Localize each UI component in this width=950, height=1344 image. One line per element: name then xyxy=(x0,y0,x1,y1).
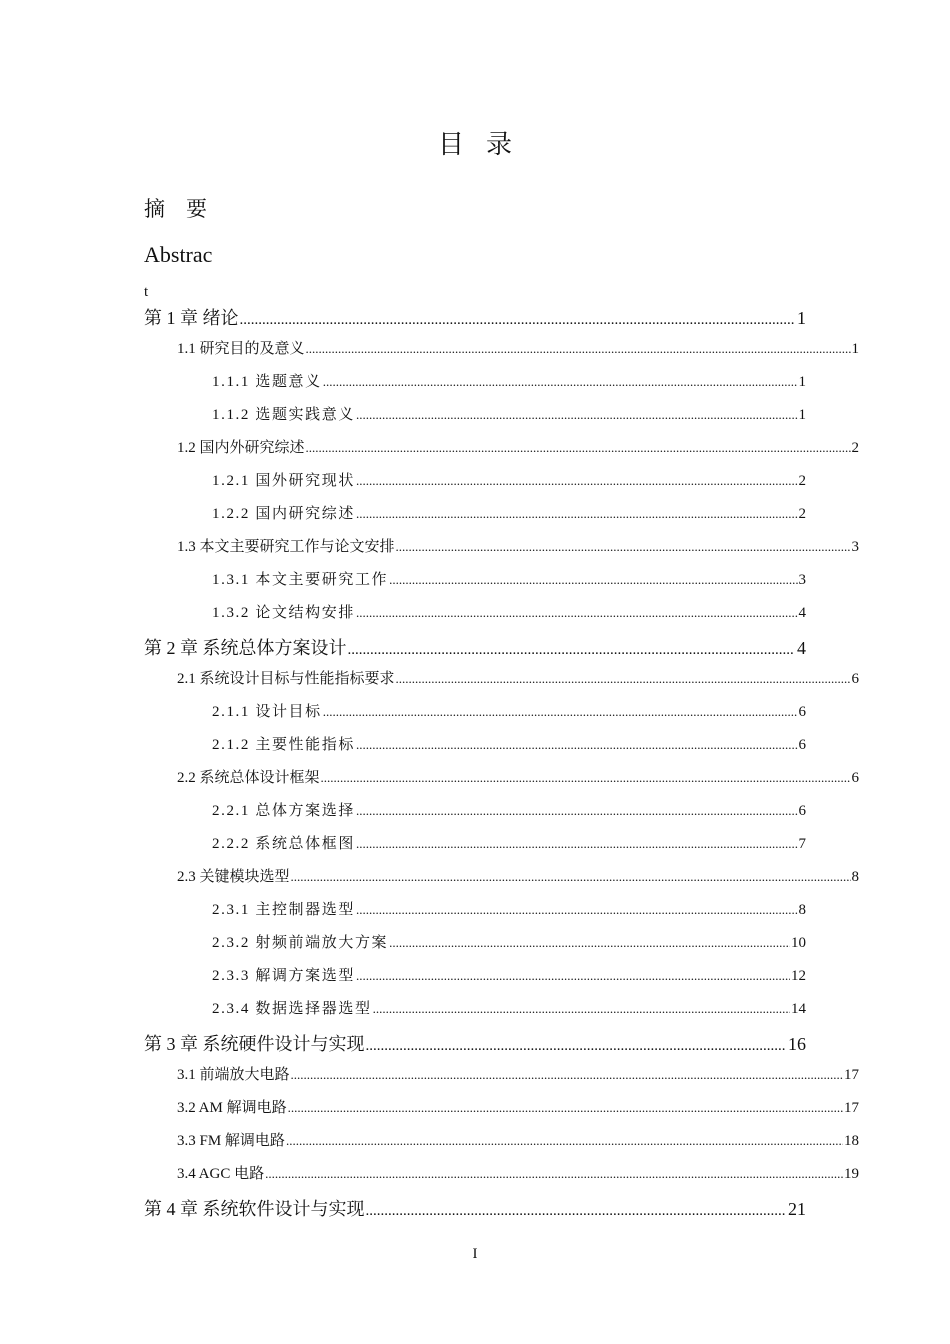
toc-entry-label: 第 2 章 系统总体方案设计 xyxy=(144,638,347,658)
toc-entry-label: 1.2.1 国外研究现状 xyxy=(212,473,355,489)
toc-entry-page: 18 xyxy=(844,1133,859,1149)
toc-entry-label: 1.2 国内外研究综述 xyxy=(177,440,305,456)
toc-entry-page: 19 xyxy=(844,1166,859,1182)
toc-dot-leader xyxy=(373,1001,790,1017)
toc-entry-page: 6 xyxy=(798,803,806,819)
toc-entry-level-3[interactable] xyxy=(212,370,806,391)
toc-entry-level-1[interactable] xyxy=(144,634,806,660)
toc-entry-page: 6 xyxy=(798,737,806,753)
toc-entry-label: 2.3.2 射频前端放大方案 xyxy=(212,935,389,951)
toc-entry-page: 6 xyxy=(851,770,859,786)
toc-entry-level-3[interactable] xyxy=(212,700,806,721)
toc-entry-page: 2 xyxy=(798,473,806,489)
toc-entry-level-1[interactable] xyxy=(144,304,806,330)
toc-entry-page: 3 xyxy=(851,539,859,555)
toc-abstract-en-wrap: t xyxy=(144,284,149,300)
toc-entry-level-1[interactable] xyxy=(144,1195,806,1221)
toc-entry-page: 4 xyxy=(798,605,806,621)
toc-dot-leader xyxy=(356,836,798,852)
toc-entry-level-3[interactable] xyxy=(212,832,806,853)
toc-entry-label: 1.3.1 本文主要研究工作 xyxy=(212,572,389,588)
toc-entry-label: 1.3 本文主要研究工作与论文安排 xyxy=(177,539,395,555)
toc-entry-page: 6 xyxy=(798,704,806,720)
toc-entry-page: 1 xyxy=(798,374,806,390)
toc-dot-leader xyxy=(389,572,797,588)
toc-entry-label: 2.1 系统设计目标与性能指标要求 xyxy=(177,671,395,687)
toc-entry-label: 2.2.1 总体方案选择 xyxy=(212,803,355,819)
toc-dot-leader xyxy=(323,374,798,390)
toc-entry-page: 7 xyxy=(798,836,806,852)
toc-entry-page: 10 xyxy=(791,935,806,951)
page-title: 目录 xyxy=(437,130,534,159)
toc-entry-label: 第 3 章 系统硬件设计与实现 xyxy=(144,1034,365,1054)
toc-entry-page: 14 xyxy=(791,1001,806,1017)
toc-entry-label: 1.1 研究目的及意义 xyxy=(177,341,305,357)
toc-entry-page: 6 xyxy=(851,671,859,687)
page-number: I xyxy=(472,1246,478,1262)
toc-entry-label: 3.3 FM 解调电路 xyxy=(177,1133,285,1149)
toc-entry-level-3[interactable] xyxy=(212,403,806,424)
toc-entry-label: 第 4 章 系统软件设计与实现 xyxy=(144,1199,365,1219)
toc-entry-label: 2.3.1 主控制器选型 xyxy=(212,902,355,918)
toc-dot-leader xyxy=(356,803,798,819)
toc-dot-leader xyxy=(396,539,851,555)
toc-dot-leader xyxy=(306,341,851,357)
toc-dot-leader xyxy=(356,473,798,489)
toc-dot-leader xyxy=(356,506,798,522)
toc-entry-level-2[interactable] xyxy=(177,766,859,787)
toc-entry-label: 2.3.4 数据选择器选型 xyxy=(212,1001,372,1017)
toc-entry-page: 8 xyxy=(851,869,859,885)
toc-dot-leader xyxy=(240,312,795,329)
toc-dot-leader xyxy=(291,869,851,885)
toc-dot-leader xyxy=(323,704,798,720)
toc-entry-label: 3.1 前端放大电路 xyxy=(177,1067,290,1083)
toc-entry-label: 1.1.2 选题实践意义 xyxy=(212,407,355,423)
toc-dot-leader xyxy=(366,1038,786,1055)
toc-entry-page: 2 xyxy=(851,440,859,456)
toc-entry-label: 第 1 章 绪论 xyxy=(144,308,239,328)
toc-entry-level-2[interactable] xyxy=(177,436,859,457)
toc-dot-leader xyxy=(265,1166,843,1182)
toc-entry-level-3[interactable] xyxy=(212,733,806,754)
toc-entry-level-2[interactable] xyxy=(177,1096,859,1117)
toc-dot-leader xyxy=(366,1203,786,1220)
toc-entry-label: 2.3.3 解调方案选型 xyxy=(212,968,355,984)
toc-entry-level-3[interactable] xyxy=(212,799,806,820)
toc-entry-label: 1.3.2 论文结构安排 xyxy=(212,605,355,621)
toc-dot-leader xyxy=(348,642,795,659)
toc-entry-page: 8 xyxy=(798,902,806,918)
toc-entry-label: 3.4 AGC 电路 xyxy=(177,1166,265,1182)
toc-abstract-en[interactable]: Abstrac xyxy=(144,242,213,267)
toc-dot-leader xyxy=(356,737,798,753)
toc-entry-level-3[interactable] xyxy=(212,502,806,523)
toc-dot-leader xyxy=(356,968,790,984)
toc-entry-page: 17 xyxy=(844,1100,859,1116)
toc-dot-leader xyxy=(321,770,851,786)
toc-entry-level-1[interactable] xyxy=(144,1030,806,1056)
toc-entry-page: 3 xyxy=(798,572,806,588)
toc-entry-level-3[interactable] xyxy=(212,931,806,952)
toc-abstract-cn[interactable]: 摘 要 xyxy=(144,197,207,221)
toc-entry-label: 2.2.2 系统总体框图 xyxy=(212,836,355,852)
toc-entry-label: 3.2 AM 解调电路 xyxy=(177,1100,287,1116)
toc-entry-page: 1 xyxy=(851,341,859,357)
toc-dot-leader xyxy=(356,902,798,918)
toc-entry-level-3[interactable] xyxy=(212,898,806,919)
toc-entry-level-2[interactable] xyxy=(177,865,859,886)
toc-entry-page: 4 xyxy=(797,638,806,658)
toc-dot-leader xyxy=(291,1067,843,1083)
toc-entry-page: 17 xyxy=(844,1067,859,1083)
toc-entry-page: 2 xyxy=(798,506,806,522)
toc-entry-page: 12 xyxy=(791,968,806,984)
toc-dot-leader xyxy=(288,1100,843,1116)
toc-entry-page: 1 xyxy=(797,308,806,328)
toc-entry-label: 1.1.1 选题意义 xyxy=(212,374,322,390)
toc-entry-label: 2.1.2 主要性能指标 xyxy=(212,737,355,753)
toc-entry-label: 1.2.2 国内研究综述 xyxy=(212,506,355,522)
toc-entry-page: 21 xyxy=(788,1199,806,1219)
toc-entry-level-3[interactable] xyxy=(212,469,806,490)
toc-dot-leader xyxy=(356,407,798,423)
toc-entry-label: 2.3 关键模块选型 xyxy=(177,869,290,885)
toc-dot-leader xyxy=(389,935,790,951)
toc-entry-label: 2.1.1 设计目标 xyxy=(212,704,322,720)
toc-entry-level-2[interactable] xyxy=(177,667,859,688)
toc-entry-level-2[interactable] xyxy=(177,535,859,556)
toc-dot-leader xyxy=(286,1133,843,1149)
toc-dot-leader xyxy=(356,605,798,621)
toc-entry-label: 2.2 系统总体设计框架 xyxy=(177,770,320,786)
toc-entry-page: 16 xyxy=(788,1034,806,1054)
toc-entry-level-3[interactable] xyxy=(212,997,806,1018)
toc-entry-level-3[interactable] xyxy=(212,568,806,589)
toc-dot-leader xyxy=(396,671,851,687)
toc-entry-level-2[interactable] xyxy=(177,1162,859,1183)
toc-entry-level-3[interactable] xyxy=(212,601,806,622)
toc-entry-page: 1 xyxy=(798,407,806,423)
toc-dot-leader xyxy=(306,440,851,456)
toc-entry-level-2[interactable] xyxy=(177,1063,859,1084)
toc-entry-level-3[interactable] xyxy=(212,964,806,985)
toc-entry-level-2[interactable] xyxy=(177,1129,859,1150)
toc-entry-level-2[interactable] xyxy=(177,337,859,358)
